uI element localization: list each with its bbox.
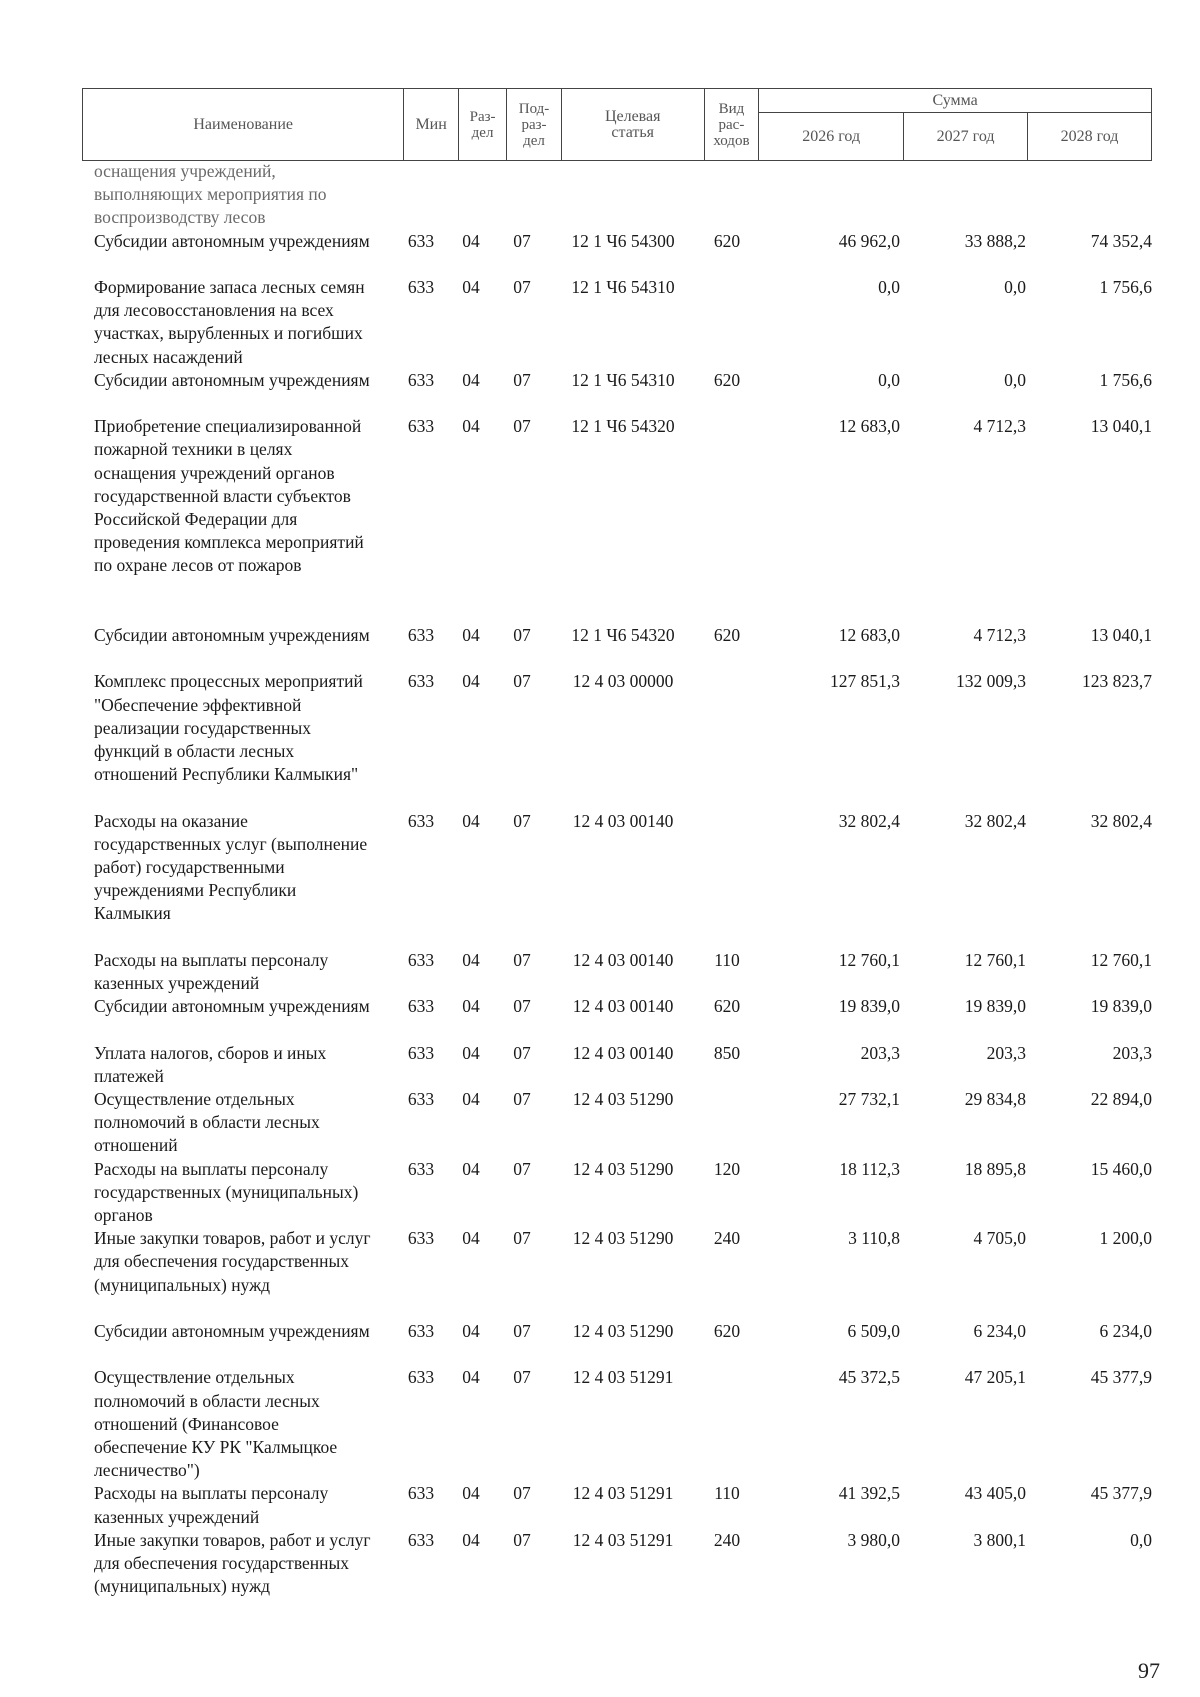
cell-cs: 12 1 Ч6 54300	[571, 230, 675, 251]
cell-razd: 04	[462, 1321, 480, 1341]
cell-s27: 4 705,0	[973, 1228, 1026, 1249]
cell-s27: 18 895,8	[964, 1158, 1026, 1179]
cell-s26: 46 962,0	[838, 230, 900, 251]
header-summa: Сумма	[759, 89, 1152, 113]
header-min: Мин	[404, 89, 459, 161]
table-row	[0, 1227, 1200, 1320]
cell-min: 633	[407, 1089, 435, 1109]
table-header	[82, 88, 1152, 161]
table-row	[0, 1088, 1200, 1158]
cell-razd: 04	[462, 1529, 480, 1550]
cell-podr: 07	[513, 230, 531, 251]
cell-razd: 04	[462, 1483, 480, 1504]
cell-podr: 07	[513, 1321, 531, 1341]
cell-s26: 3 110,8	[848, 1228, 900, 1249]
cell-name: Субсидии автономным учреждениям	[94, 625, 370, 645]
cell-cs: 12 4 03 00140	[572, 810, 674, 831]
cell-podr: 07	[513, 671, 531, 692]
table-row	[0, 810, 1200, 949]
cell-s26: 127 851,3	[830, 671, 900, 692]
table-row	[0, 624, 1200, 670]
cell-s27: 3 800,1	[973, 1529, 1026, 1550]
cell-name: Иные закупки товаров, работ и услуг для обеспечения государственных (муниципальных) нужд	[94, 1529, 371, 1597]
cell-s27: 4 712,3	[973, 416, 1026, 437]
cell-podr: 07	[513, 1228, 531, 1249]
cell-s28: 22 894,0	[1090, 1089, 1152, 1109]
cell-vr: 120	[713, 1158, 741, 1179]
cell-vr: 110	[714, 949, 740, 970]
cell-min: 633	[407, 625, 435, 645]
cell-name: оснащения учреждений, выполняющих мероприятия по воспроизводству лесов	[94, 161, 327, 228]
table-row	[0, 1529, 1200, 1622]
cell-s28: 15 460,0	[1090, 1158, 1152, 1179]
cell-razd: 04	[462, 1367, 480, 1388]
cell-s26: 27 732,1	[838, 1089, 900, 1109]
cell-s27: 43 405,0	[964, 1483, 1026, 1504]
cell-s26: 19 839,0	[838, 996, 900, 1017]
cell-razd: 04	[462, 277, 480, 297]
cell-name: Иные закупки товаров, работ и услуг для обеспечения государственных (муниципальных) нужд	[94, 1228, 371, 1295]
cell-razd: 04	[462, 810, 480, 831]
cell-s27: 12 760,1	[964, 949, 1026, 970]
cell-min: 633	[407, 1228, 435, 1249]
cell-podr: 07	[513, 277, 531, 297]
cell-cs: 12 1 Ч6 54320	[571, 416, 675, 437]
cell-name: Расходы на выплаты персоналу государственных (муниципальных) органов	[94, 1158, 359, 1225]
header-name: Наименование	[83, 89, 404, 161]
cell-s28: 1 756,6	[1099, 277, 1152, 297]
table-row	[0, 369, 1200, 415]
cell-vr: 240	[713, 1529, 741, 1550]
cell-s28: 32 802,4	[1090, 810, 1152, 831]
cell-s28: 45 377,9	[1090, 1483, 1152, 1504]
table-row	[0, 670, 1200, 809]
cell-podr: 07	[513, 416, 531, 437]
cell-s27: 0,0	[1004, 277, 1026, 297]
cell-cs: 12 4 03 51291	[572, 1483, 674, 1504]
cell-min: 633	[407, 996, 435, 1017]
cell-s28: 1 200,0	[1099, 1228, 1152, 1249]
cell-podr: 07	[513, 625, 531, 645]
cell-min: 633	[407, 1367, 435, 1388]
cell-min: 633	[407, 1483, 435, 1504]
cell-vr: 620	[713, 369, 741, 390]
cell-podr: 07	[513, 996, 531, 1017]
table-row	[0, 276, 1200, 369]
cell-razd: 04	[462, 230, 480, 251]
cell-s26: 0,0	[878, 277, 900, 297]
cell-podr: 07	[513, 1089, 531, 1109]
cell-name: Субсидии автономным учреждениям	[94, 230, 370, 251]
cell-s28: 45 377,9	[1090, 1367, 1152, 1388]
cell-cs: 12 1 Ч6 54310	[571, 277, 675, 297]
cell-podr: 07	[513, 1483, 531, 1504]
cell-name: Приобретение специализированной пожарной техники в целях оснащения учреждений органов государственной власти субъектов Российской Федерации для проведения комплекса мероприятий по охране лесов от пожаров	[94, 416, 364, 576]
cell-podr: 07	[513, 949, 531, 970]
cell-vr: 850	[713, 1042, 741, 1063]
table-row	[0, 1042, 1200, 1088]
page-number: 97	[1138, 1658, 1160, 1683]
cell-cs: 12 4 03 51290	[572, 1089, 674, 1109]
cell-razd: 04	[462, 671, 480, 692]
cell-vr: 620	[713, 1321, 741, 1341]
table-row	[0, 1482, 1200, 1528]
cell-s28: 1 756,6	[1099, 369, 1152, 390]
header-year-2026: 2026 год	[759, 113, 904, 161]
cell-min: 633	[407, 1321, 435, 1341]
cell-cs: 12 4 03 51290	[572, 1228, 674, 1249]
cell-s28: 6 234,0	[1099, 1321, 1152, 1341]
cell-podr: 07	[513, 810, 531, 831]
cell-min: 633	[407, 416, 435, 437]
cell-razd: 04	[462, 1158, 480, 1179]
table-row	[0, 1158, 1200, 1228]
cell-s28: 203,3	[1112, 1042, 1152, 1063]
cell-razd: 04	[462, 1228, 480, 1249]
cell-name: Субсидии автономным учреждениям	[94, 1321, 370, 1341]
cell-s27: 19 839,0	[964, 996, 1026, 1017]
cell-cs: 12 4 03 51290	[572, 1158, 674, 1179]
cell-razd: 04	[462, 369, 480, 390]
cell-s26: 18 112,3	[839, 1158, 900, 1179]
cell-min: 633	[407, 1529, 435, 1550]
cell-s26: 6 509,0	[847, 1321, 900, 1341]
cell-razd: 04	[462, 625, 480, 645]
cell-min: 633	[407, 949, 435, 970]
table-row	[0, 230, 1200, 276]
cell-s27: 29 834,8	[964, 1089, 1026, 1109]
cell-s28: 13 040,1	[1090, 416, 1152, 437]
cell-podr: 07	[513, 1042, 531, 1063]
cell-cs: 12 4 03 00140	[572, 1042, 674, 1063]
cell-s28: 19 839,0	[1090, 996, 1152, 1017]
cell-min: 633	[407, 810, 435, 831]
table-row	[0, 1320, 1200, 1366]
cell-vr: 620	[713, 230, 741, 251]
cell-cs: 12 4 03 51291	[572, 1529, 674, 1550]
cell-s27: 4 712,3	[973, 625, 1026, 645]
cell-razd: 04	[462, 1089, 480, 1109]
cell-name: Расходы на выплаты персоналу казенных учреждений	[94, 949, 329, 993]
cell-min: 633	[407, 369, 435, 390]
header-celevaya-statya: Целевая статья	[561, 89, 704, 161]
table-row	[0, 415, 1200, 624]
cell-min: 633	[407, 1042, 435, 1063]
cell-s27: 0,0	[1004, 369, 1026, 390]
cell-cs: 12 1 Ч6 54310	[571, 369, 675, 390]
cell-name: Осуществление отдельных полномочий в области лесных отношений (Финансовое обеспечение КУ РК "Калмыцкое лесничество")	[94, 1367, 338, 1481]
cell-s26: 0,0	[878, 369, 900, 390]
cell-cs: 12 4 03 00140	[572, 996, 674, 1017]
cell-name: Субсидии автономным учреждениям	[94, 369, 370, 390]
cell-s28: 0,0	[1130, 1529, 1152, 1550]
table-row	[0, 160, 1200, 230]
cell-s26: 41 392,5	[838, 1483, 900, 1504]
cell-podr: 07	[513, 369, 531, 390]
cell-s26: 12 760,1	[838, 949, 900, 970]
table-row	[0, 949, 1200, 995]
cell-razd: 04	[462, 1042, 480, 1063]
cell-min: 633	[407, 1158, 435, 1179]
header-year-2028: 2028 год	[1028, 113, 1152, 161]
cell-s26: 3 980,0	[847, 1529, 900, 1550]
cell-s27: 132 009,3	[956, 671, 1026, 692]
cell-vr: 240	[713, 1228, 741, 1249]
table-row	[0, 1366, 1200, 1482]
cell-vr: 620	[713, 625, 741, 645]
cell-name: Осуществление отдельных полномочий в области лесных отношений	[94, 1089, 320, 1156]
cell-min: 633	[407, 671, 435, 692]
header-razdel: Раз- дел	[458, 89, 506, 161]
cell-s26: 45 372,5	[838, 1367, 900, 1388]
cell-s28: 123 823,7	[1082, 671, 1152, 692]
cell-s26: 32 802,4	[838, 810, 900, 831]
cell-cs: 12 4 03 00000	[572, 671, 674, 692]
cell-s26: 203,3	[860, 1042, 900, 1063]
cell-razd: 04	[462, 949, 480, 970]
cell-s28: 13 040,1	[1090, 625, 1152, 645]
table-row	[0, 995, 1200, 1041]
cell-name: Комплекс процессных мероприятий "Обеспечение эффективной реализации государственных функций в области лесных отношений Республики Калмыкия"	[94, 671, 363, 785]
cell-vr: 620	[713, 996, 741, 1017]
cell-s27: 32 802,4	[964, 810, 1026, 831]
cell-razd: 04	[462, 416, 480, 437]
cell-s28: 12 760,1	[1090, 949, 1152, 970]
cell-min: 633	[407, 230, 435, 251]
cell-name: Формирование запаса лесных семян для лесовосстановления на всех участках, вырубленных и погибших лесных насаждений	[94, 277, 365, 367]
cell-name: Уплата налогов, сборов и иных платежей	[94, 1042, 327, 1086]
cell-min: 633	[407, 277, 435, 297]
cell-podr: 07	[513, 1158, 531, 1179]
cell-s26: 12 683,0	[838, 625, 900, 645]
cell-s27: 47 205,1	[964, 1367, 1026, 1388]
cell-cs: 12 4 03 00140	[572, 949, 674, 970]
cell-vr: 110	[714, 1483, 740, 1504]
cell-name: Субсидии автономным учреждениям	[94, 996, 370, 1017]
cell-podr: 07	[513, 1529, 531, 1550]
cell-cs: 12 1 Ч6 54320	[571, 625, 675, 645]
cell-s27: 6 234,0	[973, 1321, 1026, 1341]
header-podrazdel: Под- раз- дел	[507, 89, 562, 161]
header-vid-rashodov: Вид рас- ходов	[704, 89, 759, 161]
cell-razd: 04	[462, 996, 480, 1017]
cell-s27: 203,3	[986, 1042, 1026, 1063]
cell-podr: 07	[513, 1367, 531, 1388]
cell-cs: 12 4 03 51290	[572, 1321, 674, 1341]
header-year-2027: 2027 год	[904, 113, 1028, 161]
cell-cs: 12 4 03 51291	[572, 1367, 674, 1388]
cell-s26: 12 683,0	[838, 416, 900, 437]
cell-name: Расходы на оказание государственных услуг (выполнение работ) государственными учреждениями Республики Калмыкия	[94, 810, 368, 924]
cell-s28: 74 352,4	[1090, 230, 1152, 251]
cell-s27: 33 888,2	[964, 230, 1026, 251]
cell-name: Расходы на выплаты персоналу казенных учреждений	[94, 1483, 329, 1527]
